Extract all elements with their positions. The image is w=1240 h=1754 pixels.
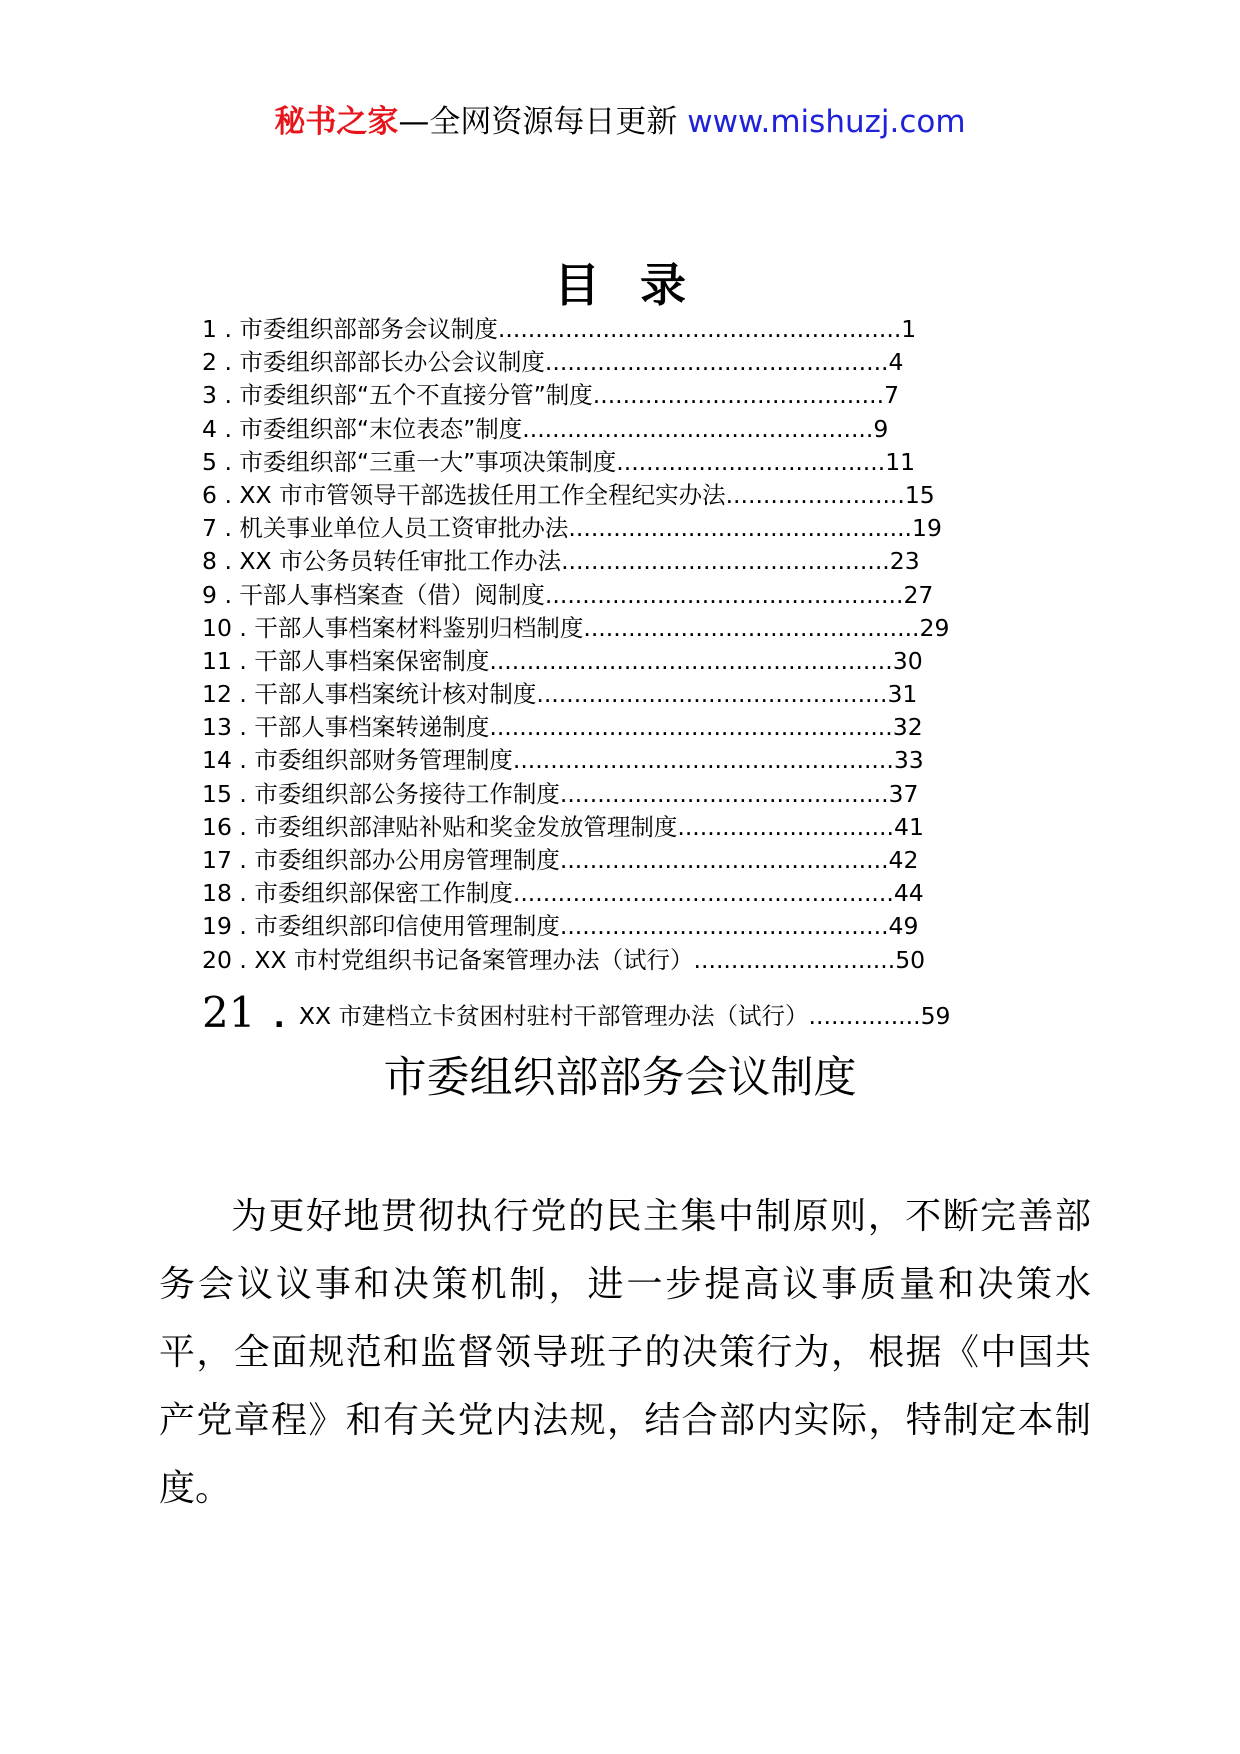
toc-item-page: 29 (919, 613, 950, 642)
toc-item-leader: .............................................. (568, 514, 913, 543)
toc-item[interactable] (202, 645, 1002, 678)
toc-item-number: 2 (202, 348, 217, 377)
toc-item[interactable] (202, 844, 1002, 877)
toc-item-leader: ........................... (693, 945, 896, 974)
toc-item-number: 7 (202, 514, 217, 543)
toc-item[interactable] (202, 479, 1002, 512)
toc-item-title: XX 市公务员转任审批工作办法 (239, 547, 562, 576)
toc-item-number: 15 (202, 779, 232, 808)
toc-item-title: 市委组织部部务会议制度 (239, 315, 498, 343)
toc-item-leader: ............................................ (559, 779, 889, 808)
toc-item[interactable] (202, 346, 1002, 379)
toc-item-leader: .................................... (616, 447, 886, 476)
toc-item-sep: . (239, 912, 247, 941)
toc-item-title: XX 市村党组织书记备案管理办法（试行） (254, 945, 694, 974)
toc-item[interactable] (202, 413, 1002, 446)
toc-item-page: 41 (894, 812, 924, 841)
toc-item-page: 50 (895, 945, 926, 974)
toc-item-sep: . (239, 613, 247, 642)
body-paragraph: 为更好地贯彻执行党的民主集中制原则，不断完善部务会议议事和决策机制，进一步提高议事质量和决策水平，全面规范和监督领导班子的决策行为，根据《中国共产党章程》和有关党内法规，结合部内实际，特制定本制度。 (159, 1196, 1091, 1509)
page-header (0, 100, 1240, 144)
toc-item-title: 干部人事档案统计核对制度 (254, 680, 537, 709)
toc-item-sep: . (224, 414, 232, 443)
toc-item-page: 44 (893, 879, 924, 908)
table-of-contents (202, 313, 1002, 1038)
toc-item-sep: . (273, 999, 285, 1035)
toc-item[interactable] (202, 313, 1002, 346)
toc-item-number: 10 (202, 613, 232, 642)
toc-item-page: 30 (892, 646, 923, 675)
toc-item-title: 市委组织部财务管理制度 (254, 746, 513, 775)
toc-item[interactable] (202, 778, 1002, 811)
header-brand: 秘书之家 (274, 104, 399, 140)
toc-item-number: 16 (202, 812, 232, 841)
toc-item-title: 市委组织部办公用房管理制度 (254, 846, 560, 874)
toc-item[interactable] (202, 944, 1002, 977)
toc-item-sep: . (224, 447, 232, 476)
toc-item-leader: ...................................................... (489, 713, 893, 742)
toc-item-page: 23 (889, 547, 920, 576)
toc-item-title: 市委组织部印信使用管理制度 (254, 912, 560, 941)
toc-item-page: 7 (884, 381, 900, 410)
toc-item-number: 1 (202, 315, 217, 343)
toc-item-number: 13 (202, 713, 232, 742)
toc-item-page: 42 (888, 846, 919, 874)
toc-item-sep: . (239, 945, 247, 974)
toc-item-number: 12 (202, 680, 232, 709)
toc-item-sep: . (239, 812, 247, 841)
toc-item-number: 11 (202, 646, 232, 675)
toc-item-title: 市委组织部部长办公会议制度 (239, 348, 545, 377)
toc-item-leader: ............... (808, 1001, 921, 1030)
toc-item[interactable] (202, 545, 1002, 578)
toc-item-sep: . (239, 646, 247, 675)
toc-item-sep: . (224, 315, 232, 343)
toc-item-leader: ....................................... (592, 381, 885, 410)
toc-item-page: 1 (901, 315, 917, 343)
toc-item-sep: . (224, 547, 232, 576)
toc-item-page: 11 (885, 447, 916, 476)
toc-item-page: 59 (920, 1001, 951, 1030)
toc-item-number: 8 (202, 547, 217, 576)
toc-item-sep: . (239, 846, 247, 874)
toc-item-page: 19 (912, 514, 942, 543)
toc-item-number: 17 (202, 846, 232, 874)
header-tagline: —全网资源每日更新 (398, 104, 678, 140)
toc-item-leader: ...................................................... (497, 315, 902, 343)
toc-item-leader: ............................................ (559, 846, 889, 874)
header-url-link[interactable]: www.mishuzj.com (687, 104, 966, 140)
toc-item-sep: . (239, 713, 247, 742)
toc-item-title: 干部人事档案材料鉴别归档制度 (254, 613, 584, 642)
toc-item-sep: . (224, 348, 232, 377)
section-title: 市委组织部部务会议制度 (383, 1053, 857, 1103)
toc-item[interactable] (202, 988, 1002, 1038)
toc-item-number: 6 (202, 480, 217, 509)
toc-item-title: 市委组织部津贴补贴和奖金发放管理制度 (254, 812, 678, 841)
toc-item-page: 27 (903, 580, 934, 609)
toc-item-page: 9 (873, 414, 889, 443)
toc-item-leader: ............................................ (561, 547, 890, 576)
toc-item-sep: . (224, 514, 232, 543)
toc-item-title: 干部人事档案保密制度 (254, 646, 490, 675)
toc-item-title: 市委组织部公务接待工作制度 (254, 779, 560, 808)
toc-item-sep: . (239, 779, 247, 808)
toc-item-leader: ............................................... (536, 680, 888, 709)
toc-item-title: 机关事业单位人员工资审批办法 (239, 514, 569, 543)
toc-item-title: 市委组织部保密工作制度 (254, 879, 513, 908)
toc-item-sep: . (224, 580, 232, 609)
toc-item-number: 5 (202, 447, 217, 476)
toc-item-page: 49 (888, 912, 919, 941)
toc-item[interactable] (202, 512, 1002, 545)
toc-item-sep: . (239, 879, 247, 908)
toc-item-page: 15 (904, 480, 935, 509)
toc-item-leader: ............................................. (583, 613, 920, 642)
toc-item-title: 市委组织部“五个不直接分管”制度 (239, 381, 593, 410)
toc-item[interactable] (202, 811, 1002, 844)
toc-item[interactable] (202, 910, 1002, 943)
toc-item-leader: ................................................ (544, 580, 904, 609)
toc-item-sep: . (224, 480, 232, 509)
toc-item[interactable] (202, 744, 1002, 777)
toc-title: 目录 (554, 258, 726, 312)
toc-item[interactable] (202, 711, 1002, 744)
toc-item[interactable] (202, 446, 1002, 479)
toc-item-leader: ........................ (725, 480, 905, 509)
toc-item-title: 干部人事档案查（借）阅制度 (239, 580, 545, 609)
toc-item-number: 14 (202, 746, 232, 775)
toc-item-leader: ................................................... (512, 879, 894, 908)
toc-item-number: 19 (202, 912, 232, 941)
toc-item-title: 市委组织部“三重一大”事项决策制度 (239, 447, 617, 476)
toc-item-leader: ...................................................... (489, 646, 893, 675)
toc-item[interactable] (202, 379, 1002, 412)
toc-item[interactable] (202, 612, 1002, 645)
toc-item-sep: . (239, 680, 247, 709)
toc-item[interactable] (202, 579, 1002, 612)
toc-item-number: 18 (202, 879, 232, 908)
toc-item-leader: ................................................... (512, 746, 894, 775)
toc-item-leader: ............................. (677, 812, 894, 841)
toc-item-number: 20 (202, 945, 232, 974)
toc-item-number: 3 (202, 381, 217, 410)
toc-item-leader: ............................................... (522, 414, 874, 443)
toc-item-page: 37 (888, 779, 919, 808)
toc-item-page: 33 (893, 746, 924, 775)
toc-item-sep: . (239, 746, 247, 775)
toc-item[interactable] (202, 678, 1002, 711)
toc-item-page: 32 (892, 713, 923, 742)
toc-item-title: XX 市市管领导干部选拔任用工作全程纪实办法 (239, 480, 726, 509)
toc-item-leader: .............................................. (544, 348, 889, 377)
toc-item-title: XX 市建档立卡贫困村驻村干部管理办法（试行） (298, 1001, 809, 1030)
toc-item-leader: ............................................ (559, 912, 889, 941)
toc-item[interactable] (202, 877, 1002, 910)
toc-item-number: 9 (202, 580, 217, 609)
toc-item-page: 4 (888, 348, 904, 377)
toc-item-number: 4 (202, 414, 217, 443)
toc-item-page: 31 (887, 680, 918, 709)
toc-item-title: 干部人事档案转递制度 (254, 713, 490, 742)
toc-item-title: 市委组织部“末位表态”制度 (239, 414, 523, 443)
toc-item-sep: . (224, 381, 232, 410)
toc-item-number: 21 (202, 987, 256, 1037)
